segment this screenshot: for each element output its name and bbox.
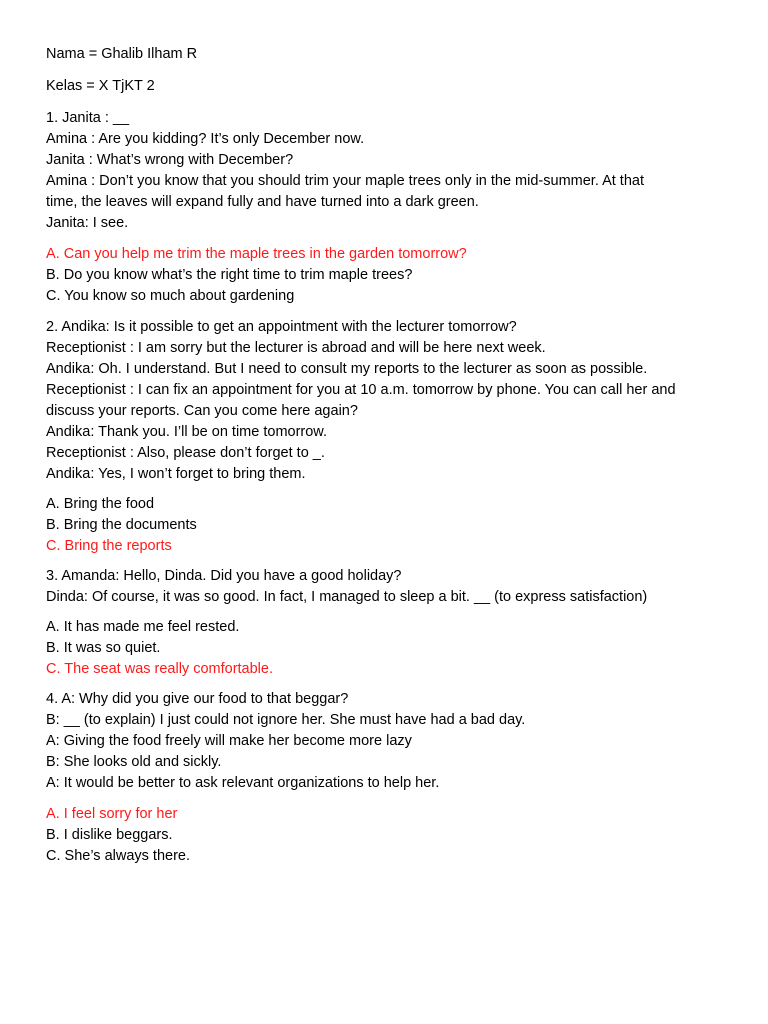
question-3 xyxy=(46,566,736,608)
answer-option: C. Bring the reports xyxy=(46,538,172,554)
dialogue-line: Janita: I see. xyxy=(46,215,129,231)
answer-option: C. She’s always there. xyxy=(46,848,190,864)
answer-option: B. Bring the documents xyxy=(46,517,197,533)
dialogue-line: Andika: Oh. I understand. But I need to consult my reports to the lecturer as soon as possible. xyxy=(46,361,648,377)
options-4 xyxy=(46,804,736,867)
answer-option: C. The seat was really comfortable. xyxy=(46,661,273,677)
dialogue-line: B: __ (to explain) I just could not ignore her. She must have had a bad day. xyxy=(46,712,526,728)
student-name: Nama = Ghalib Ilham R xyxy=(46,46,198,62)
answer-option: B. Do you know what’s the right time to trim maple trees? xyxy=(46,267,413,283)
dialogue-line: Receptionist : I can fix an appointment for you at 10 a.m. tomorrow by phone. You can call her and xyxy=(46,382,676,398)
dialogue-line: Receptionist : I am sorry but the lecturer is abroad and will be here next week. xyxy=(46,340,546,356)
dialogue-line: Janita : What’s wrong with December? xyxy=(46,152,294,168)
options-2 xyxy=(46,494,736,557)
dialogue-line: Andika: Yes, I won’t forget to bring them. xyxy=(46,466,306,482)
answer-option: A. I feel sorry for her xyxy=(46,806,178,822)
dialogue-line: 4. A: Why did you give our food to that beggar? xyxy=(46,691,349,707)
dialogue-line: A: It would be better to ask relevant organizations to help her. xyxy=(46,775,440,791)
dialogue-line: Receptionist : Also, please don’t forget to _. xyxy=(46,445,325,461)
dialogue-line: Dinda: Of course, it was so good. In fact, I managed to sleep a bit. __ (to express satisfaction) xyxy=(46,589,648,605)
question-2 xyxy=(46,317,736,485)
dialogue-line: A: Giving the food freely will make her become more lazy xyxy=(46,733,412,749)
answer-option: A. Bring the food xyxy=(46,496,155,512)
dialogue-line: 2. Andika: Is it possible to get an appointment with the lecturer tomorrow? xyxy=(46,319,517,335)
answer-option: A. It has made me feel rested. xyxy=(46,619,240,635)
document-page xyxy=(46,44,736,867)
answer-option: B. I dislike beggars. xyxy=(46,827,173,843)
student-class: Kelas = X TjKT 2 xyxy=(46,78,155,94)
question-1 xyxy=(46,108,736,234)
dialogue-line: Amina : Are you kidding? It’s only December now. xyxy=(46,131,365,147)
answer-option: B. It was so quiet. xyxy=(46,640,161,656)
dialogue-line: 1. Janita : __ xyxy=(46,110,130,126)
dialogue-line: time, the leaves will expand fully and have turned into a dark green. xyxy=(46,194,479,210)
dialogue-line: Amina : Don’t you know that you should trim your maple trees only in the mid-summer. At that xyxy=(46,173,644,189)
answer-option: A. Can you help me trim the maple trees in the garden tomorrow? xyxy=(46,246,467,262)
dialogue-line: 3. Amanda: Hello, Dinda. Did you have a good holiday? xyxy=(46,568,402,584)
dialogue-line: B: She looks old and sickly. xyxy=(46,754,222,770)
dialogue-line: Andika: Thank you. I’ll be on time tomorrow. xyxy=(46,424,328,440)
answer-option: C. You know so much about gardening xyxy=(46,288,295,304)
options-3 xyxy=(46,617,736,680)
dialogue-line: discuss your reports. Can you come here again? xyxy=(46,403,358,419)
options-1 xyxy=(46,244,736,307)
question-4 xyxy=(46,689,736,794)
